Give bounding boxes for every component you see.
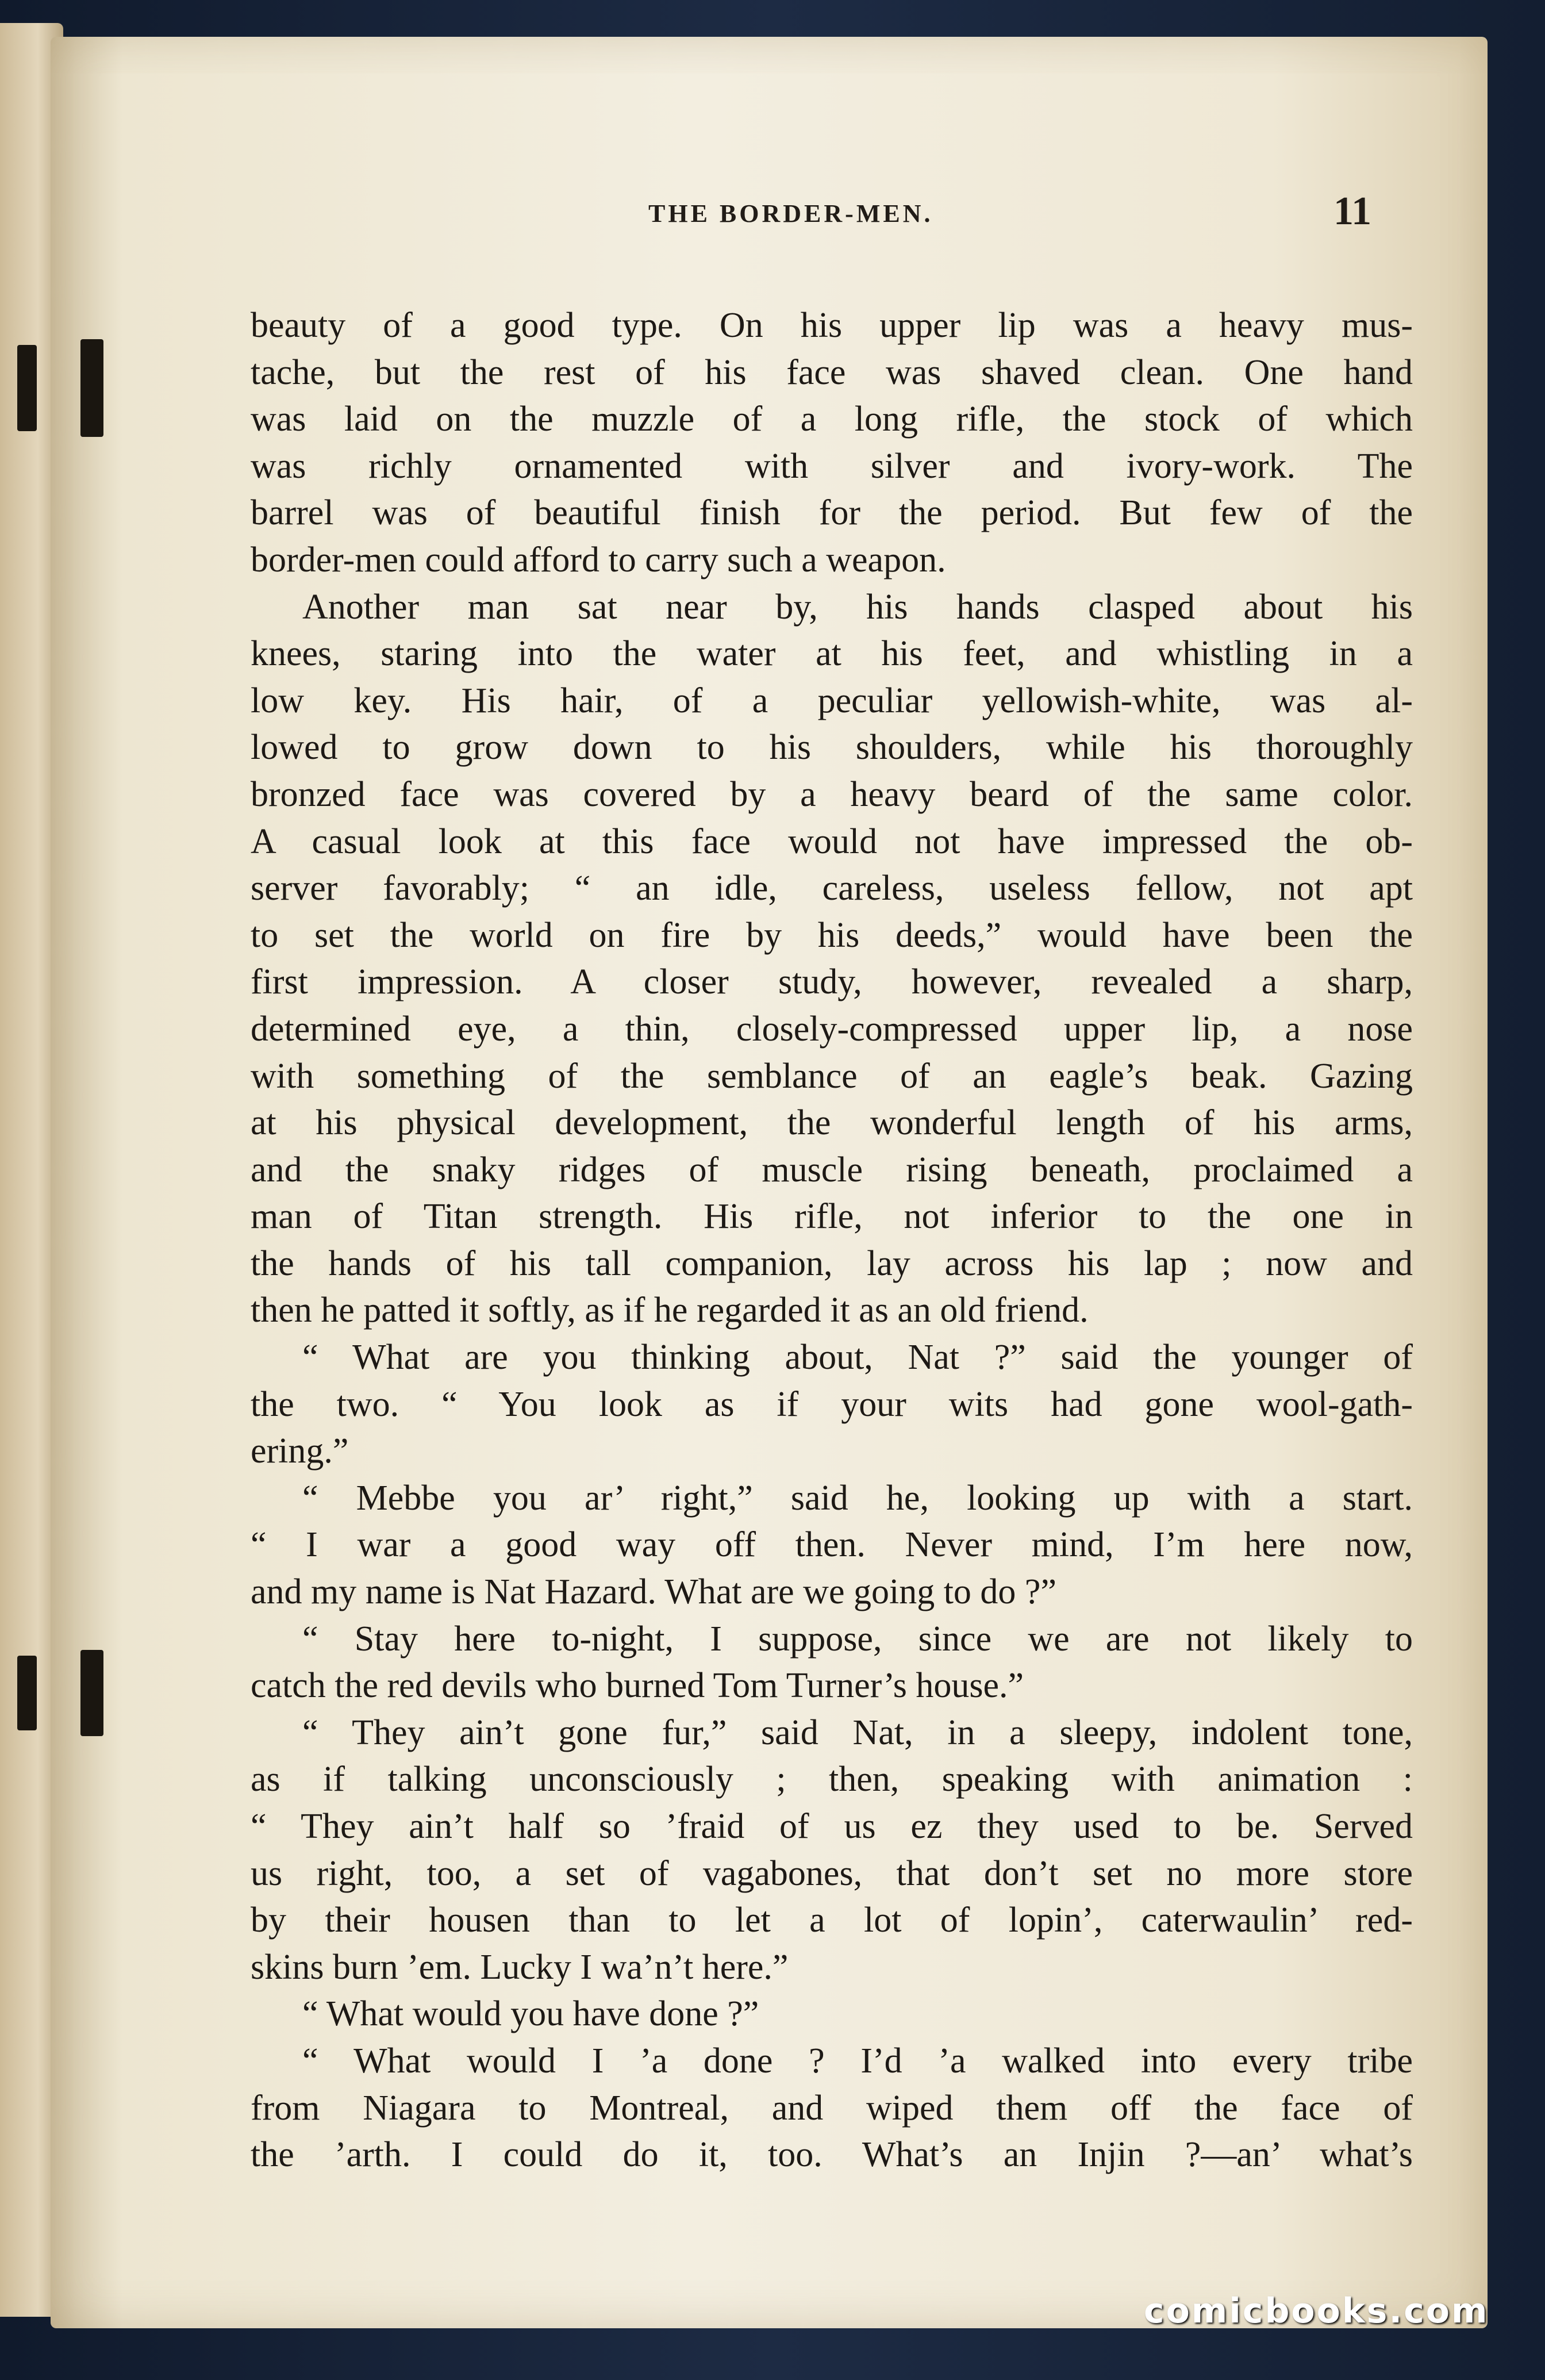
text-line: ering.”: [251, 1431, 349, 1471]
text-line: was laid on the muzzle of a long rifle, the stock of which: [251, 400, 1413, 439]
text-line: “ Stay here to-night, I suppose, since we are not likely to: [302, 1619, 1413, 1659]
text-line: “ What would I ’a done ? I’d ’a walked into every tribe: [302, 2041, 1413, 2080]
text-line: skins burn ’em. Lucky I wa’n’t here.”: [251, 1947, 789, 1987]
text-line: knees, staring into the water at his feet, and whistling in a: [251, 634, 1413, 674]
text-line: man of Titan strength. His rifle, not inferior to the one in: [251, 1197, 1413, 1237]
text-line: and the snaky ridges of muscle rising beneath, proclaimed a: [251, 1150, 1413, 1189]
text-line: the ’arth. I could do it, too. What’s an Injin ?—an’ what’s: [251, 2135, 1413, 2175]
text-line: by their housen than to let a lot of lopin’, caterwaulin’ red-: [251, 1901, 1413, 1940]
text-line: was richly ornamented with silver and ivory-work. The: [251, 446, 1413, 486]
text-line: the hands of his tall companion, lay across his lap ; now and: [251, 1243, 1413, 1283]
text-line: Another man sat near by, his hands clasped about his: [302, 587, 1413, 627]
text-line: first impression. A closer study, however, revealed a sharp,: [251, 962, 1413, 1002]
text-line: from Niagara to Montreal, and wiped them off the face of: [251, 2088, 1413, 2128]
text-line: at his physical development, the wonderful length of his arms,: [251, 1103, 1413, 1143]
text-line: beauty of a good type. On his upper lip was a heavy mus-: [251, 306, 1413, 345]
text-line: A casual look at this face would not have impressed the ob-: [251, 822, 1413, 861]
text-line: border-men could afford to carry such a weapon.: [251, 540, 946, 579]
text-line: the two. “ You look as if your wits had gone wool-gath-: [251, 1384, 1413, 1424]
text-line: determined eye, a thin, closely-compressed upper lip, a nose: [251, 1009, 1413, 1049]
page-header: [51, 175, 1488, 238]
text-line: “ I war a good way off then. Never mind, I’m here now,: [251, 1525, 1413, 1565]
binding-staple: [80, 339, 103, 437]
text-line: lowed to grow down to his shoulders, while his thoroughly: [251, 728, 1413, 767]
text-line: tache, but the rest of his face was shaved clean. One hand: [251, 352, 1413, 392]
book-page: [51, 37, 1488, 2328]
text-line: low key. His hair, of a peculiar yellowish-white, was al-: [251, 681, 1413, 720]
body-text: [251, 302, 1413, 2179]
text-line: with something of the semblance of an eagle’s beak. Gazing: [251, 1056, 1413, 1096]
text-line: bronzed face was covered by a heavy beard of the same color.: [251, 774, 1413, 814]
page-number: 11: [1333, 189, 1372, 233]
text-line: “ What are you thinking about, Nat ?” said the younger of: [302, 1338, 1413, 1377]
text-line: “ What would you have done ?”: [302, 1994, 759, 2034]
text-line: us right, too, a set of vagabones, that don’t set no more store: [251, 1853, 1413, 1893]
text-line: barrel was of beautiful finish for the period. But few of the: [251, 493, 1413, 533]
text-line: as if talking unconsciously ; then, speaking with animation :: [251, 1760, 1413, 1799]
binding-staple: [17, 1656, 37, 1730]
text-line: “ They ain’t gone fur,” said Nat, in a sleepy, indolent tone,: [302, 1713, 1413, 1752]
text-line: “ Mebbe you ar’ right,” said he, looking up with a start.: [302, 1478, 1413, 1518]
text-line: catch the red devils who burned Tom Turner’s house.”: [251, 1666, 1024, 1706]
text-line: server favorably; “ an idle, careless, useless fellow, not apt: [251, 869, 1413, 908]
running-head: THE BORDER-MEN.: [648, 199, 933, 228]
binding-staple: [17, 345, 37, 431]
watermark: comicbooks.com: [1144, 2291, 1489, 2331]
text-line: and my name is Nat Hazard. What are we going to do ?”: [251, 1572, 1056, 1612]
text-line: “ They ain’t half so ’fraid of us ez they used to be. Served: [251, 1807, 1413, 1846]
text-line: to set the world on fire by his deeds,” would have been the: [251, 915, 1413, 955]
text-line: then he patted it softly, as if he regarded it as an old friend.: [251, 1291, 1089, 1330]
binding-staple: [80, 1650, 103, 1736]
